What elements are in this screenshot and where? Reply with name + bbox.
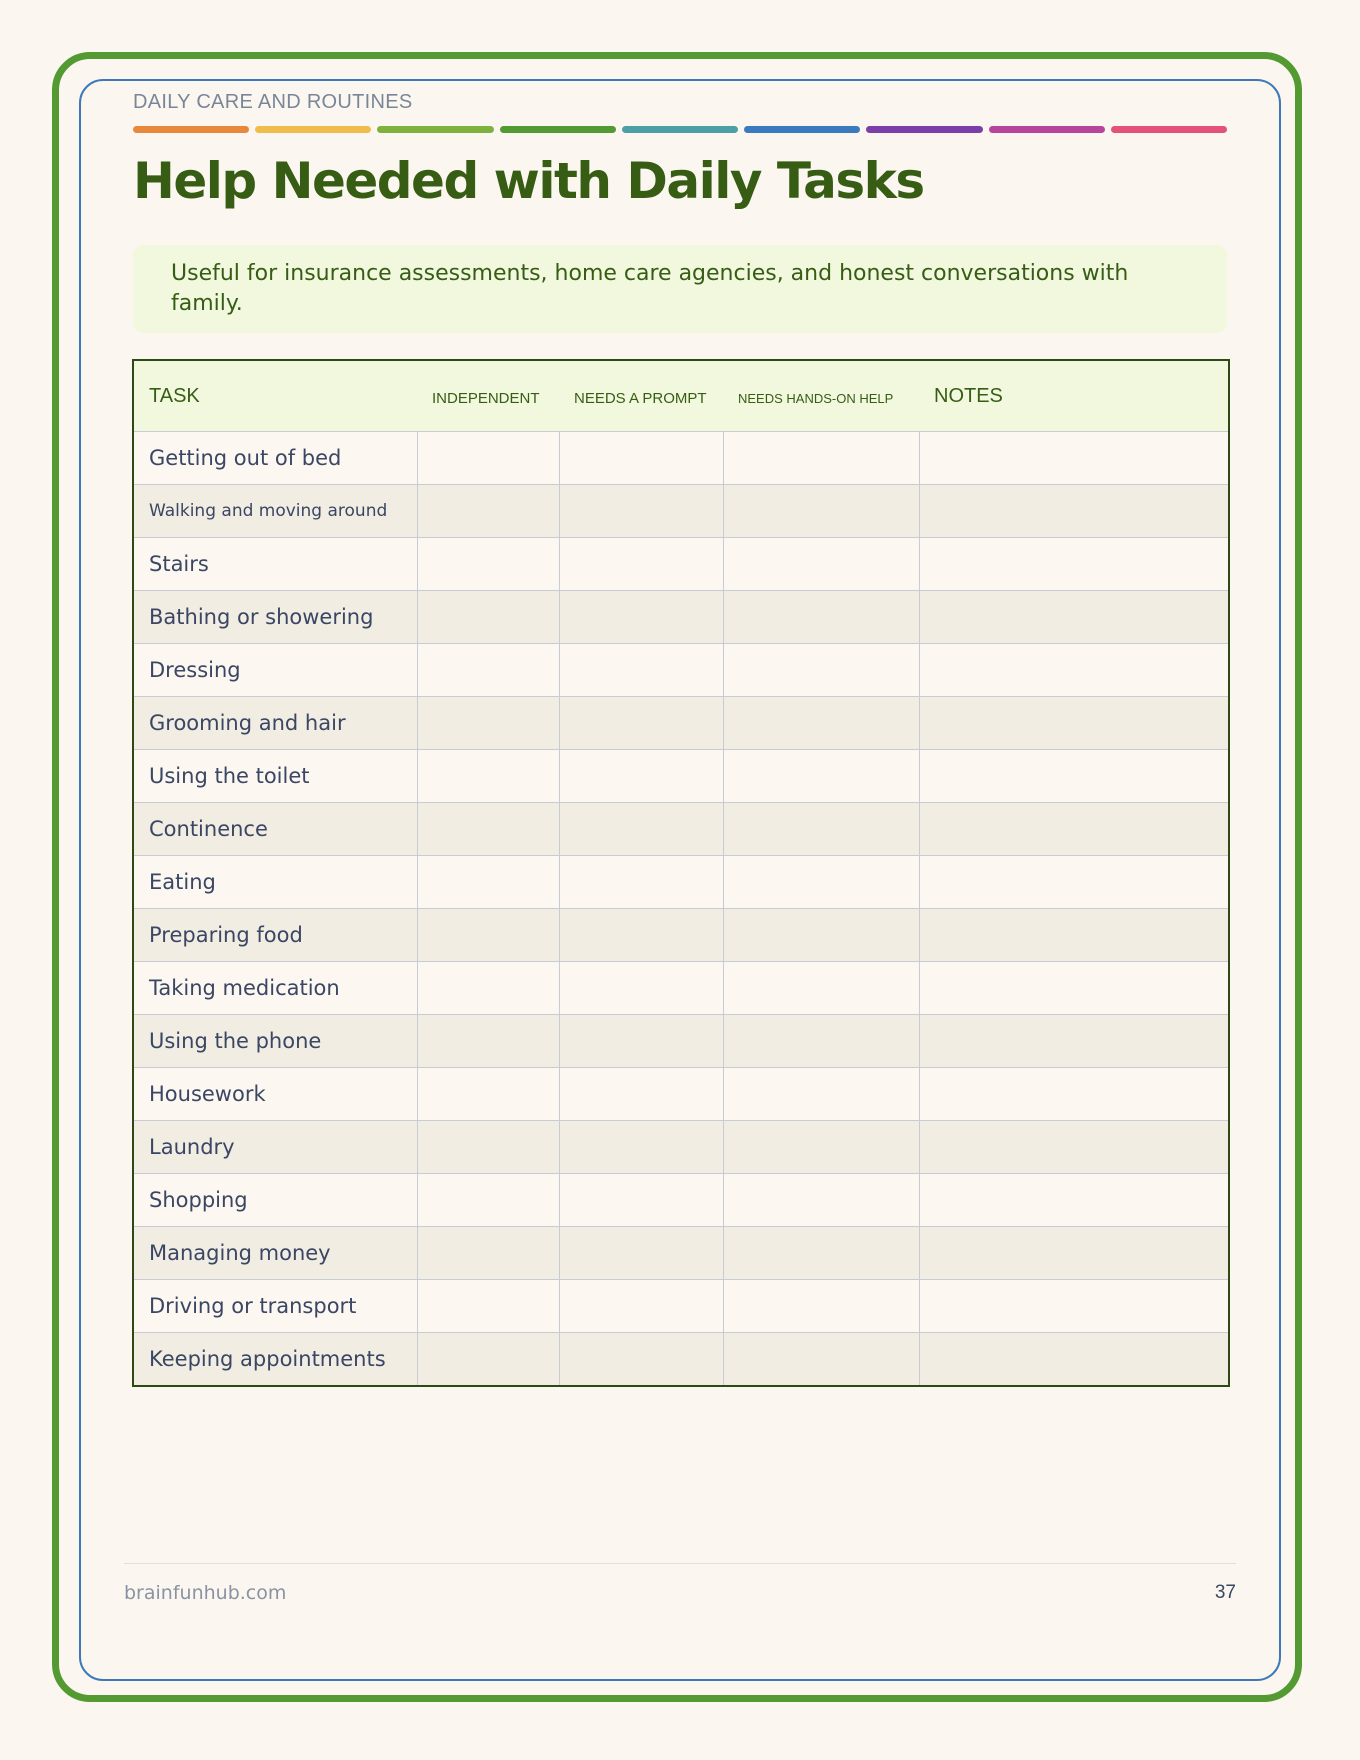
independent-cell[interactable] <box>417 803 559 856</box>
needs-prompt-cell[interactable] <box>559 909 723 962</box>
notes-cell[interactable] <box>919 962 1229 1015</box>
table-row <box>133 750 1229 803</box>
notes-cell[interactable] <box>919 1280 1229 1333</box>
independent-cell[interactable] <box>417 538 559 591</box>
footer-site: brainfunhub.com <box>124 1582 287 1604</box>
stripe <box>133 126 249 133</box>
needs-prompt-cell[interactable] <box>559 1227 723 1280</box>
notes-cell[interactable] <box>919 1174 1229 1227</box>
independent-cell[interactable] <box>417 697 559 750</box>
table-row <box>133 591 1229 644</box>
task-cell: Continence <box>133 803 417 856</box>
independent-cell[interactable] <box>417 962 559 1015</box>
hands-on-help-cell[interactable] <box>723 538 919 591</box>
independent-cell[interactable] <box>417 1227 559 1280</box>
task-cell: Housework <box>133 1068 417 1121</box>
notes-cell[interactable] <box>919 1121 1229 1174</box>
column-header-notes: NOTES <box>919 360 1229 432</box>
footer-divider <box>124 1563 1236 1564</box>
hands-on-help-cell[interactable] <box>723 1015 919 1068</box>
needs-prompt-cell[interactable] <box>559 1174 723 1227</box>
stripe <box>1111 126 1227 133</box>
table-header-row <box>133 360 1229 432</box>
table-row <box>133 856 1229 909</box>
notes-cell[interactable] <box>919 485 1229 538</box>
task-cell: Eating <box>133 856 417 909</box>
stripe <box>744 126 860 133</box>
task-cell: Laundry <box>133 1121 417 1174</box>
column-header-independent: INDEPENDENT <box>417 360 559 432</box>
stripe <box>989 126 1105 133</box>
independent-cell[interactable] <box>417 1121 559 1174</box>
table-row <box>133 962 1229 1015</box>
stripe <box>622 126 738 133</box>
notes-cell[interactable] <box>919 1333 1229 1387</box>
table-row <box>133 1333 1229 1387</box>
hands-on-help-cell[interactable] <box>723 1333 919 1387</box>
hands-on-help-cell[interactable] <box>723 432 919 485</box>
table-row <box>133 644 1229 697</box>
stripe <box>500 126 616 133</box>
notes-cell[interactable] <box>919 432 1229 485</box>
table-row <box>133 1015 1229 1068</box>
notes-cell[interactable] <box>919 803 1229 856</box>
tasks-table <box>132 359 1230 1387</box>
hands-on-help-cell[interactable] <box>723 856 919 909</box>
hands-on-help-cell[interactable] <box>723 1121 919 1174</box>
task-cell: Getting out of bed <box>133 432 417 485</box>
needs-prompt-cell[interactable] <box>559 697 723 750</box>
notes-cell[interactable] <box>919 856 1229 909</box>
stripe <box>377 126 493 133</box>
notes-cell[interactable] <box>919 1068 1229 1121</box>
needs-prompt-cell[interactable] <box>559 485 723 538</box>
task-cell: Using the phone <box>133 1015 417 1068</box>
needs-prompt-cell[interactable] <box>559 1015 723 1068</box>
independent-cell[interactable] <box>417 750 559 803</box>
needs-prompt-cell[interactable] <box>559 856 723 909</box>
hands-on-help-cell[interactable] <box>723 697 919 750</box>
table-row <box>133 485 1229 538</box>
hands-on-help-cell[interactable] <box>723 909 919 962</box>
task-cell: Taking medication <box>133 962 417 1015</box>
independent-cell[interactable] <box>417 856 559 909</box>
task-cell: Bathing or showering <box>133 591 417 644</box>
independent-cell[interactable] <box>417 485 559 538</box>
table-row <box>133 1068 1229 1121</box>
table-row <box>133 1174 1229 1227</box>
task-cell: Using the toilet <box>133 750 417 803</box>
color-stripes <box>133 126 1227 133</box>
task-cell: Managing money <box>133 1227 417 1280</box>
needs-prompt-cell[interactable] <box>559 432 723 485</box>
hands-on-help-cell[interactable] <box>723 803 919 856</box>
table-row <box>133 1280 1229 1333</box>
notes-cell[interactable] <box>919 750 1229 803</box>
independent-cell[interactable] <box>417 432 559 485</box>
needs-prompt-cell[interactable] <box>559 1121 723 1174</box>
column-header-hands-on-help: NEEDS HANDS-ON HELP <box>723 360 919 432</box>
independent-cell[interactable] <box>417 591 559 644</box>
hands-on-help-cell[interactable] <box>723 591 919 644</box>
notes-cell[interactable] <box>919 1015 1229 1068</box>
needs-prompt-cell[interactable] <box>559 591 723 644</box>
page-title: Help Needed with Daily Tasks <box>133 152 924 210</box>
needs-prompt-cell[interactable] <box>559 538 723 591</box>
notes-cell[interactable] <box>919 591 1229 644</box>
hands-on-help-cell[interactable] <box>723 485 919 538</box>
task-cell: Walking and moving around <box>133 485 417 538</box>
needs-prompt-cell[interactable] <box>559 1068 723 1121</box>
hands-on-help-cell[interactable] <box>723 1227 919 1280</box>
notes-cell[interactable] <box>919 538 1229 591</box>
table-row <box>133 432 1229 485</box>
table-row <box>133 1227 1229 1280</box>
needs-prompt-cell[interactable] <box>559 1280 723 1333</box>
hands-on-help-cell[interactable] <box>723 750 919 803</box>
table-row <box>133 909 1229 962</box>
hands-on-help-cell[interactable] <box>723 644 919 697</box>
task-cell: Stairs <box>133 538 417 591</box>
needs-prompt-cell[interactable] <box>559 644 723 697</box>
needs-prompt-cell[interactable] <box>559 803 723 856</box>
independent-cell[interactable] <box>417 1015 559 1068</box>
needs-prompt-cell[interactable] <box>559 962 723 1015</box>
task-cell: Grooming and hair <box>133 697 417 750</box>
task-cell: Dressing <box>133 644 417 697</box>
table-row <box>133 803 1229 856</box>
independent-cell[interactable] <box>417 1068 559 1121</box>
column-header-needs-prompt: NEEDS A PROMPT <box>559 360 723 432</box>
hands-on-help-cell[interactable] <box>723 1068 919 1121</box>
section-label: DAILY CARE AND ROUTINES <box>133 91 413 113</box>
notes-cell[interactable] <box>919 1227 1229 1280</box>
independent-cell[interactable] <box>417 909 559 962</box>
needs-prompt-cell[interactable] <box>559 1333 723 1387</box>
column-header-task: TASK <box>133 360 417 432</box>
task-cell: Preparing food <box>133 909 417 962</box>
hands-on-help-cell[interactable] <box>723 1174 919 1227</box>
needs-prompt-cell[interactable] <box>559 750 723 803</box>
notes-cell[interactable] <box>919 909 1229 962</box>
notes-cell[interactable] <box>919 644 1229 697</box>
hands-on-help-cell[interactable] <box>723 1280 919 1333</box>
table-row <box>133 1121 1229 1174</box>
task-cell: Shopping <box>133 1174 417 1227</box>
independent-cell[interactable] <box>417 1333 559 1387</box>
intro-callout: Useful for insurance assessments, home care agencies, and honest conversations with family. <box>133 245 1227 333</box>
stripe <box>255 126 371 133</box>
hands-on-help-cell[interactable] <box>723 962 919 1015</box>
task-cell: Driving or transport <box>133 1280 417 1333</box>
independent-cell[interactable] <box>417 1174 559 1227</box>
independent-cell[interactable] <box>417 1280 559 1333</box>
task-cell: Keeping appointments <box>133 1333 417 1387</box>
notes-cell[interactable] <box>919 697 1229 750</box>
table-row <box>133 538 1229 591</box>
page-number: 37 <box>1214 1582 1236 1603</box>
stripe <box>866 126 982 133</box>
table-row <box>133 697 1229 750</box>
independent-cell[interactable] <box>417 644 559 697</box>
